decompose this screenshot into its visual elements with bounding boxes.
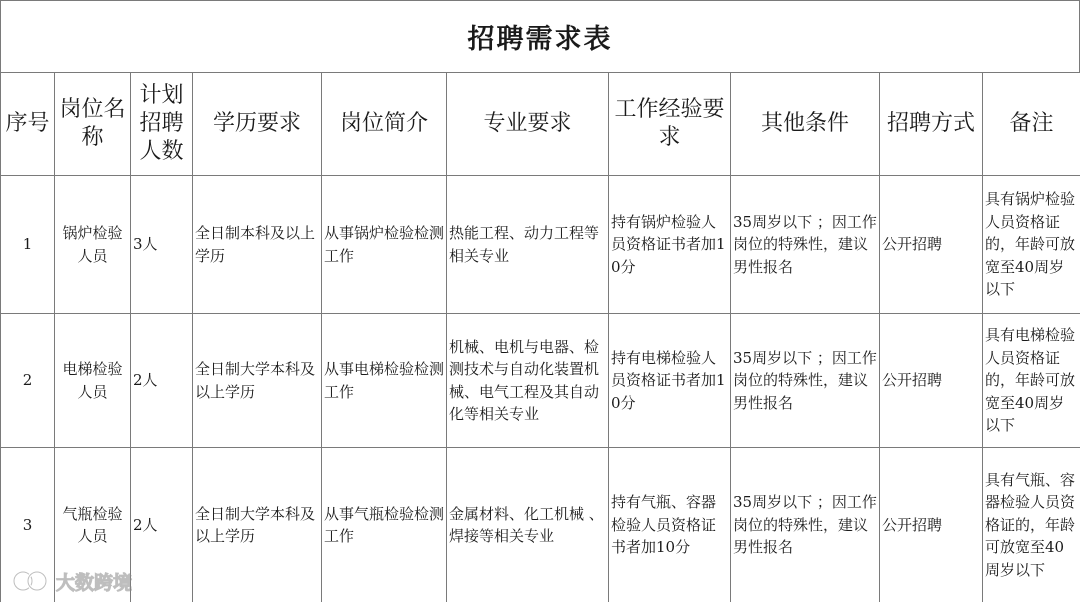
cell-method: 公开招聘 xyxy=(880,176,983,314)
header-education: 学历要求 xyxy=(193,73,322,176)
header-other: 其他条件 xyxy=(731,73,880,176)
cell-count: 2人 xyxy=(131,448,193,602)
cell-experience: 持有电梯检验人员资格证书者加10分 xyxy=(609,314,731,448)
header-index: 序号 xyxy=(1,73,55,176)
cell-remark: 具有锅炉检验人员资格证的，年龄可放宽至40周岁以下 xyxy=(983,176,1080,314)
table-row xyxy=(1,314,1080,448)
recruitment-table xyxy=(0,72,1080,602)
header-position: 岗位名称 xyxy=(55,73,131,176)
watermark-text: 大数跨境 xyxy=(56,571,133,594)
header-major: 专业要求 xyxy=(447,73,609,176)
header-intro: 岗位简介 xyxy=(322,73,447,176)
cell-experience: 持有锅炉检验人员资格证书者加10分 xyxy=(609,176,731,314)
cell-index: 1 xyxy=(1,176,55,314)
brand-logo-icon xyxy=(10,568,50,594)
table-row xyxy=(1,448,1080,602)
cell-major: 热能工程、动力工程等相关专业 xyxy=(447,176,609,314)
cell-major: 机械、电机与电器、检测技术与自动化装置机械、电气工程及其自动化等相关专业 xyxy=(447,314,609,448)
cell-method: 公开招聘 xyxy=(880,314,983,448)
watermark xyxy=(10,566,132,596)
cell-major: 金属材料、化工机械 、焊接等相关专业 xyxy=(447,448,609,602)
header-remark: 备注 xyxy=(983,73,1080,176)
header-count: 计划招聘人数 xyxy=(131,73,193,176)
cell-index: 3 xyxy=(1,448,55,602)
table-row xyxy=(1,176,1080,314)
cell-experience: 持有气瓶、容器检验人员资格证书者加10分 xyxy=(609,448,731,602)
cell-intro: 从事锅炉检验检测工作 xyxy=(322,176,447,314)
cell-other: 35周岁以下 ；因工作岗位的特殊性，建议男性报名 xyxy=(731,314,880,448)
cell-position: 锅炉检验人员 xyxy=(55,176,131,314)
cell-remark: 具有气瓶、容器检验人员资格证的，年龄可放宽至40周岁以下 xyxy=(983,448,1080,602)
cell-intro: 从事气瓶检验检测工作 xyxy=(322,448,447,602)
cell-other: 35周岁以下 ；因工作岗位的特殊性，建议男性报名 xyxy=(731,448,880,602)
cell-other: 35周岁以下 ；因工作岗位的特殊性，建议男性报名 xyxy=(731,176,880,314)
cell-count: 3人 xyxy=(131,176,193,314)
cell-education: 全日制本科及以上学历 xyxy=(193,176,322,314)
cell-index: 2 xyxy=(1,314,55,448)
cell-education: 全日制大学本科及以上学历 xyxy=(193,314,322,448)
cell-remark: 具有电梯检验人员资格证的，年龄可放宽至40周岁以下 xyxy=(983,314,1080,448)
header-experience: 工作经验要求 xyxy=(609,73,731,176)
cell-position: 电梯检验人员 xyxy=(55,314,131,448)
cell-method: 公开招聘 xyxy=(880,448,983,602)
page-title: 招聘需求表 xyxy=(467,24,613,55)
header-row xyxy=(1,73,1080,176)
cell-education: 全日制大学本科及以上学历 xyxy=(193,448,322,602)
cell-position: 气瓶检验人员 xyxy=(55,448,131,602)
title-row xyxy=(0,0,1080,72)
cell-intro: 从事电梯检验检测工作 xyxy=(322,314,447,448)
cell-count: 2人 xyxy=(131,314,193,448)
header-method: 招聘方式 xyxy=(880,73,983,176)
